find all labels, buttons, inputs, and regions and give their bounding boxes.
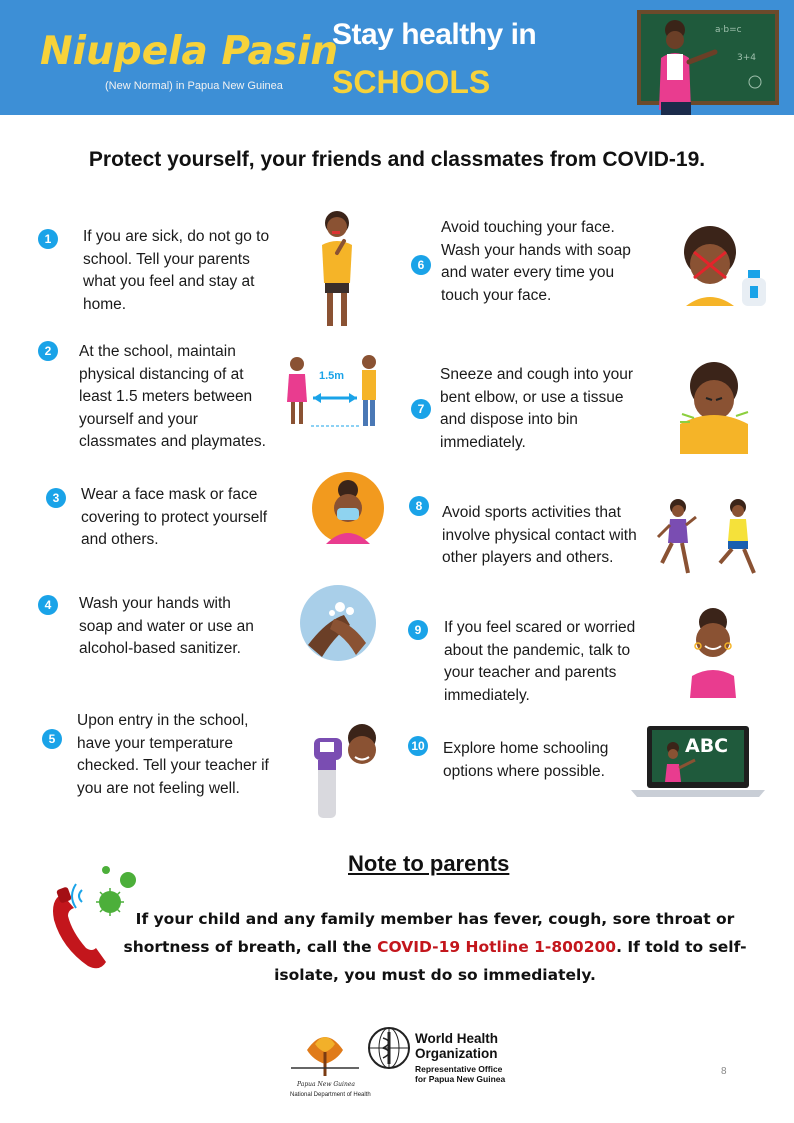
item-8-line: Avoid sports activities that bbox=[442, 504, 621, 521]
brand-subtitle: (New Normal) in Papua New Guinea bbox=[105, 80, 283, 92]
who-rep-line: Representative Office bbox=[415, 1064, 503, 1074]
item-5-text bbox=[77, 710, 269, 800]
item-7-text bbox=[440, 364, 633, 454]
item-3-line: Wear a face mask or face bbox=[81, 486, 258, 503]
page-number: 8 bbox=[721, 1066, 727, 1077]
item-4-line: Wash your hands with bbox=[79, 595, 231, 612]
item-6-number: 6 bbox=[411, 255, 431, 275]
item-6-line: Avoid touching your face. bbox=[441, 219, 615, 236]
item-8-line: other players and others. bbox=[442, 549, 614, 566]
item-7-line: Sneeze and cough into your bbox=[440, 366, 634, 383]
item-10-text bbox=[443, 738, 608, 783]
item-2-line: yourself and your bbox=[79, 410, 198, 428]
header-title-line2: SCHOOLS bbox=[332, 64, 491, 100]
item-7-number: 7 bbox=[411, 399, 431, 419]
who-name-line: World Health bbox=[415, 1031, 499, 1046]
png-emblem-logo bbox=[291, 1037, 359, 1088]
item-9-line: about the pandemic, talk to bbox=[444, 641, 631, 659]
laptop-home-schooling-illustration bbox=[631, 726, 765, 798]
note-text-end: . If told to self-isolate, you must do so immediately. bbox=[274, 938, 747, 984]
sneeze-into-elbow-illustration bbox=[676, 362, 752, 454]
item-10-number: 10 bbox=[408, 736, 428, 756]
item-8-number: 8 bbox=[409, 496, 429, 516]
item-7-line: bent elbow, or use a tissue bbox=[440, 388, 624, 406]
item-1-line: school. Tell your parents bbox=[83, 250, 250, 268]
item-2-line: At the school, maintain bbox=[79, 343, 236, 360]
png-label: Papua New Guinea bbox=[297, 1081, 355, 1088]
item-9-line: your teacher and parents bbox=[444, 664, 617, 681]
item-2-line: physical distancing of at bbox=[79, 365, 244, 383]
item-9-line: If you feel scared or worried bbox=[444, 619, 636, 636]
item-3-text bbox=[81, 484, 267, 552]
who-rep-line: for Papua New Guinea bbox=[415, 1074, 506, 1084]
item-5-number: 5 bbox=[42, 729, 62, 749]
item-6-text bbox=[441, 217, 631, 307]
item-6-line: Wash your hands with soap bbox=[441, 241, 631, 259]
who-name-line: Organization bbox=[415, 1046, 498, 1061]
header-banner bbox=[0, 0, 794, 115]
who-name bbox=[415, 1031, 498, 1061]
teacher-chalkboard-illustration bbox=[637, 10, 779, 115]
page-title: Protect yourself, your friends and classmates from COVID-19. bbox=[88, 148, 706, 171]
note-text-start: If your child and any family member has fever, cough, sore throat or shortness of breath, call the bbox=[123, 910, 735, 956]
item-10-line: Explore home schooling bbox=[443, 740, 609, 757]
item-3-number: 3 bbox=[46, 488, 66, 508]
note-body bbox=[120, 905, 750, 989]
svg-text:3+4: 3+4 bbox=[737, 53, 756, 63]
item-4-number: 4 bbox=[38, 595, 58, 615]
item-2-text bbox=[79, 341, 266, 454]
item-4-text bbox=[79, 593, 254, 661]
physical-distancing-illustration bbox=[283, 352, 383, 430]
who-emblem-logo bbox=[369, 1028, 409, 1068]
item-4-line: alcohol-based sanitizer. bbox=[79, 640, 241, 657]
face-mask-illustration bbox=[312, 472, 384, 544]
teacher-illustration bbox=[686, 606, 740, 698]
item-1-line: home. bbox=[83, 295, 127, 313]
item-7-line: and dispose into bin bbox=[440, 411, 578, 428]
item-2-line: classmates and playmates. bbox=[79, 433, 266, 450]
sports-players-illustration bbox=[646, 497, 762, 577]
item-5-line: you are not feeling well. bbox=[77, 779, 240, 797]
sick-child-illustration bbox=[312, 205, 362, 330]
item-2-line: least 1.5 meters between bbox=[79, 388, 253, 405]
item-9-text bbox=[444, 617, 635, 707]
item-5-line: have your temperature bbox=[77, 734, 233, 752]
item-2-number: 2 bbox=[38, 341, 58, 361]
hand-washing-illustration bbox=[300, 585, 376, 661]
avoid-touching-face-illustration bbox=[678, 222, 772, 310]
item-9-number: 9 bbox=[408, 620, 428, 640]
item-5-line: Upon entry in the school, bbox=[77, 712, 249, 729]
distance-label: 1.5m bbox=[319, 370, 345, 382]
brand-logo bbox=[40, 29, 339, 92]
header-title-line1: Stay healthy in bbox=[332, 18, 537, 51]
note-heading: Note to parents bbox=[348, 851, 510, 876]
item-1-text bbox=[83, 226, 269, 316]
who-representative-office bbox=[415, 1064, 505, 1084]
brand-name: Niupela Pasin bbox=[40, 29, 339, 74]
svg-text:a·b=c: a·b=c bbox=[715, 25, 742, 35]
item-3-line: covering to protect yourself bbox=[81, 508, 268, 526]
hotline-number: COVID-19 Hotline 1-800200 bbox=[377, 938, 617, 956]
item-1-line: what you feel and stay at bbox=[83, 273, 255, 290]
item-4-line: soap and water or use an bbox=[79, 617, 254, 635]
thermometer-check-illustration bbox=[312, 720, 384, 822]
item-6-line: touch your face. bbox=[441, 286, 552, 304]
item-1-line: If you are sick, do not go to bbox=[83, 228, 270, 245]
item-8-text bbox=[442, 502, 637, 570]
item-3-line: and others. bbox=[81, 531, 159, 548]
item-7-line: immediately. bbox=[440, 433, 526, 451]
item-6-line: and water every time you bbox=[441, 264, 615, 281]
item-1-number: 1 bbox=[38, 229, 58, 249]
item-8-line: involve physical contact with bbox=[442, 526, 637, 544]
ndh-label: National Department of Health bbox=[290, 1092, 371, 1098]
item-9-line: immediately. bbox=[444, 686, 530, 704]
item-10-line: options where possible. bbox=[443, 762, 605, 780]
item-5-line: checked. Tell your teacher if bbox=[77, 757, 269, 774]
board-text: ABC bbox=[685, 735, 729, 757]
